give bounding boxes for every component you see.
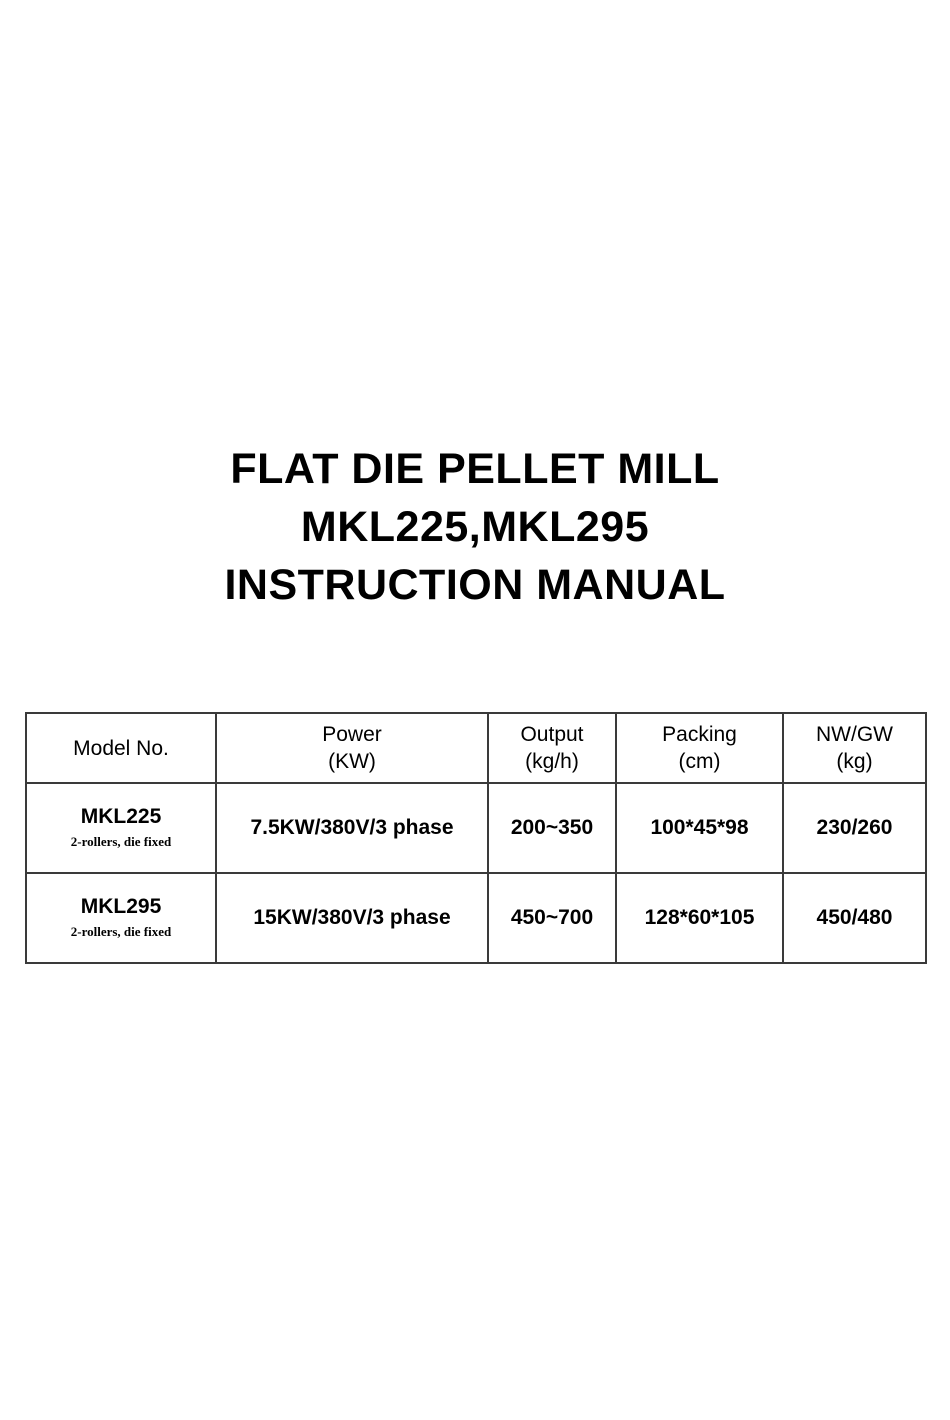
model-name: MKL295	[80, 895, 162, 918]
header-power-unit: (KW)	[328, 750, 376, 773]
cell-packing: 128*60*105	[616, 873, 783, 963]
header-packing-unit: (cm)	[678, 750, 721, 773]
cell-output: 450~700	[488, 873, 616, 963]
table-row	[26, 783, 926, 873]
cell-packing: 100*45*98	[616, 783, 783, 873]
cell-power: 15KW/380V/3 phase	[216, 873, 488, 963]
cell-weight: 450/480	[783, 873, 926, 963]
header-power-label: Power	[322, 723, 382, 746]
table-header-row	[26, 713, 926, 783]
cell-power: 7.5KW/380V/3 phase	[216, 783, 488, 873]
header-model-label: Model No.	[73, 736, 169, 760]
table-header-weight	[783, 713, 926, 783]
specification-table-container	[25, 712, 925, 964]
table-header-output	[488, 713, 616, 783]
header-output-label: Output	[520, 723, 584, 746]
specification-table	[25, 712, 927, 964]
cell-model	[26, 783, 216, 873]
table-header-packing	[616, 713, 783, 783]
table-header-model	[26, 713, 216, 783]
table-row	[26, 873, 926, 963]
title-line-2: MKL225,MKL295	[300, 503, 650, 551]
model-name: MKL225	[80, 805, 162, 828]
title-line-1: FLAT DIE PELLET MILL	[230, 445, 720, 493]
table-header-power	[216, 713, 488, 783]
page-title	[0, 440, 950, 614]
model-note: 2-rollers, die fixed	[70, 924, 172, 939]
cell-model	[26, 873, 216, 963]
model-note: 2-rollers, die fixed	[70, 834, 172, 849]
header-weight-label: NW/GW	[816, 723, 893, 746]
header-packing-label: Packing	[662, 723, 737, 746]
cell-weight: 230/260	[783, 783, 926, 873]
title-line-3: INSTRUCTION MANUAL	[224, 561, 726, 609]
cell-output: 200~350	[488, 783, 616, 873]
header-weight-unit: (kg)	[836, 750, 873, 773]
header-output-unit: (kg/h)	[525, 750, 579, 773]
